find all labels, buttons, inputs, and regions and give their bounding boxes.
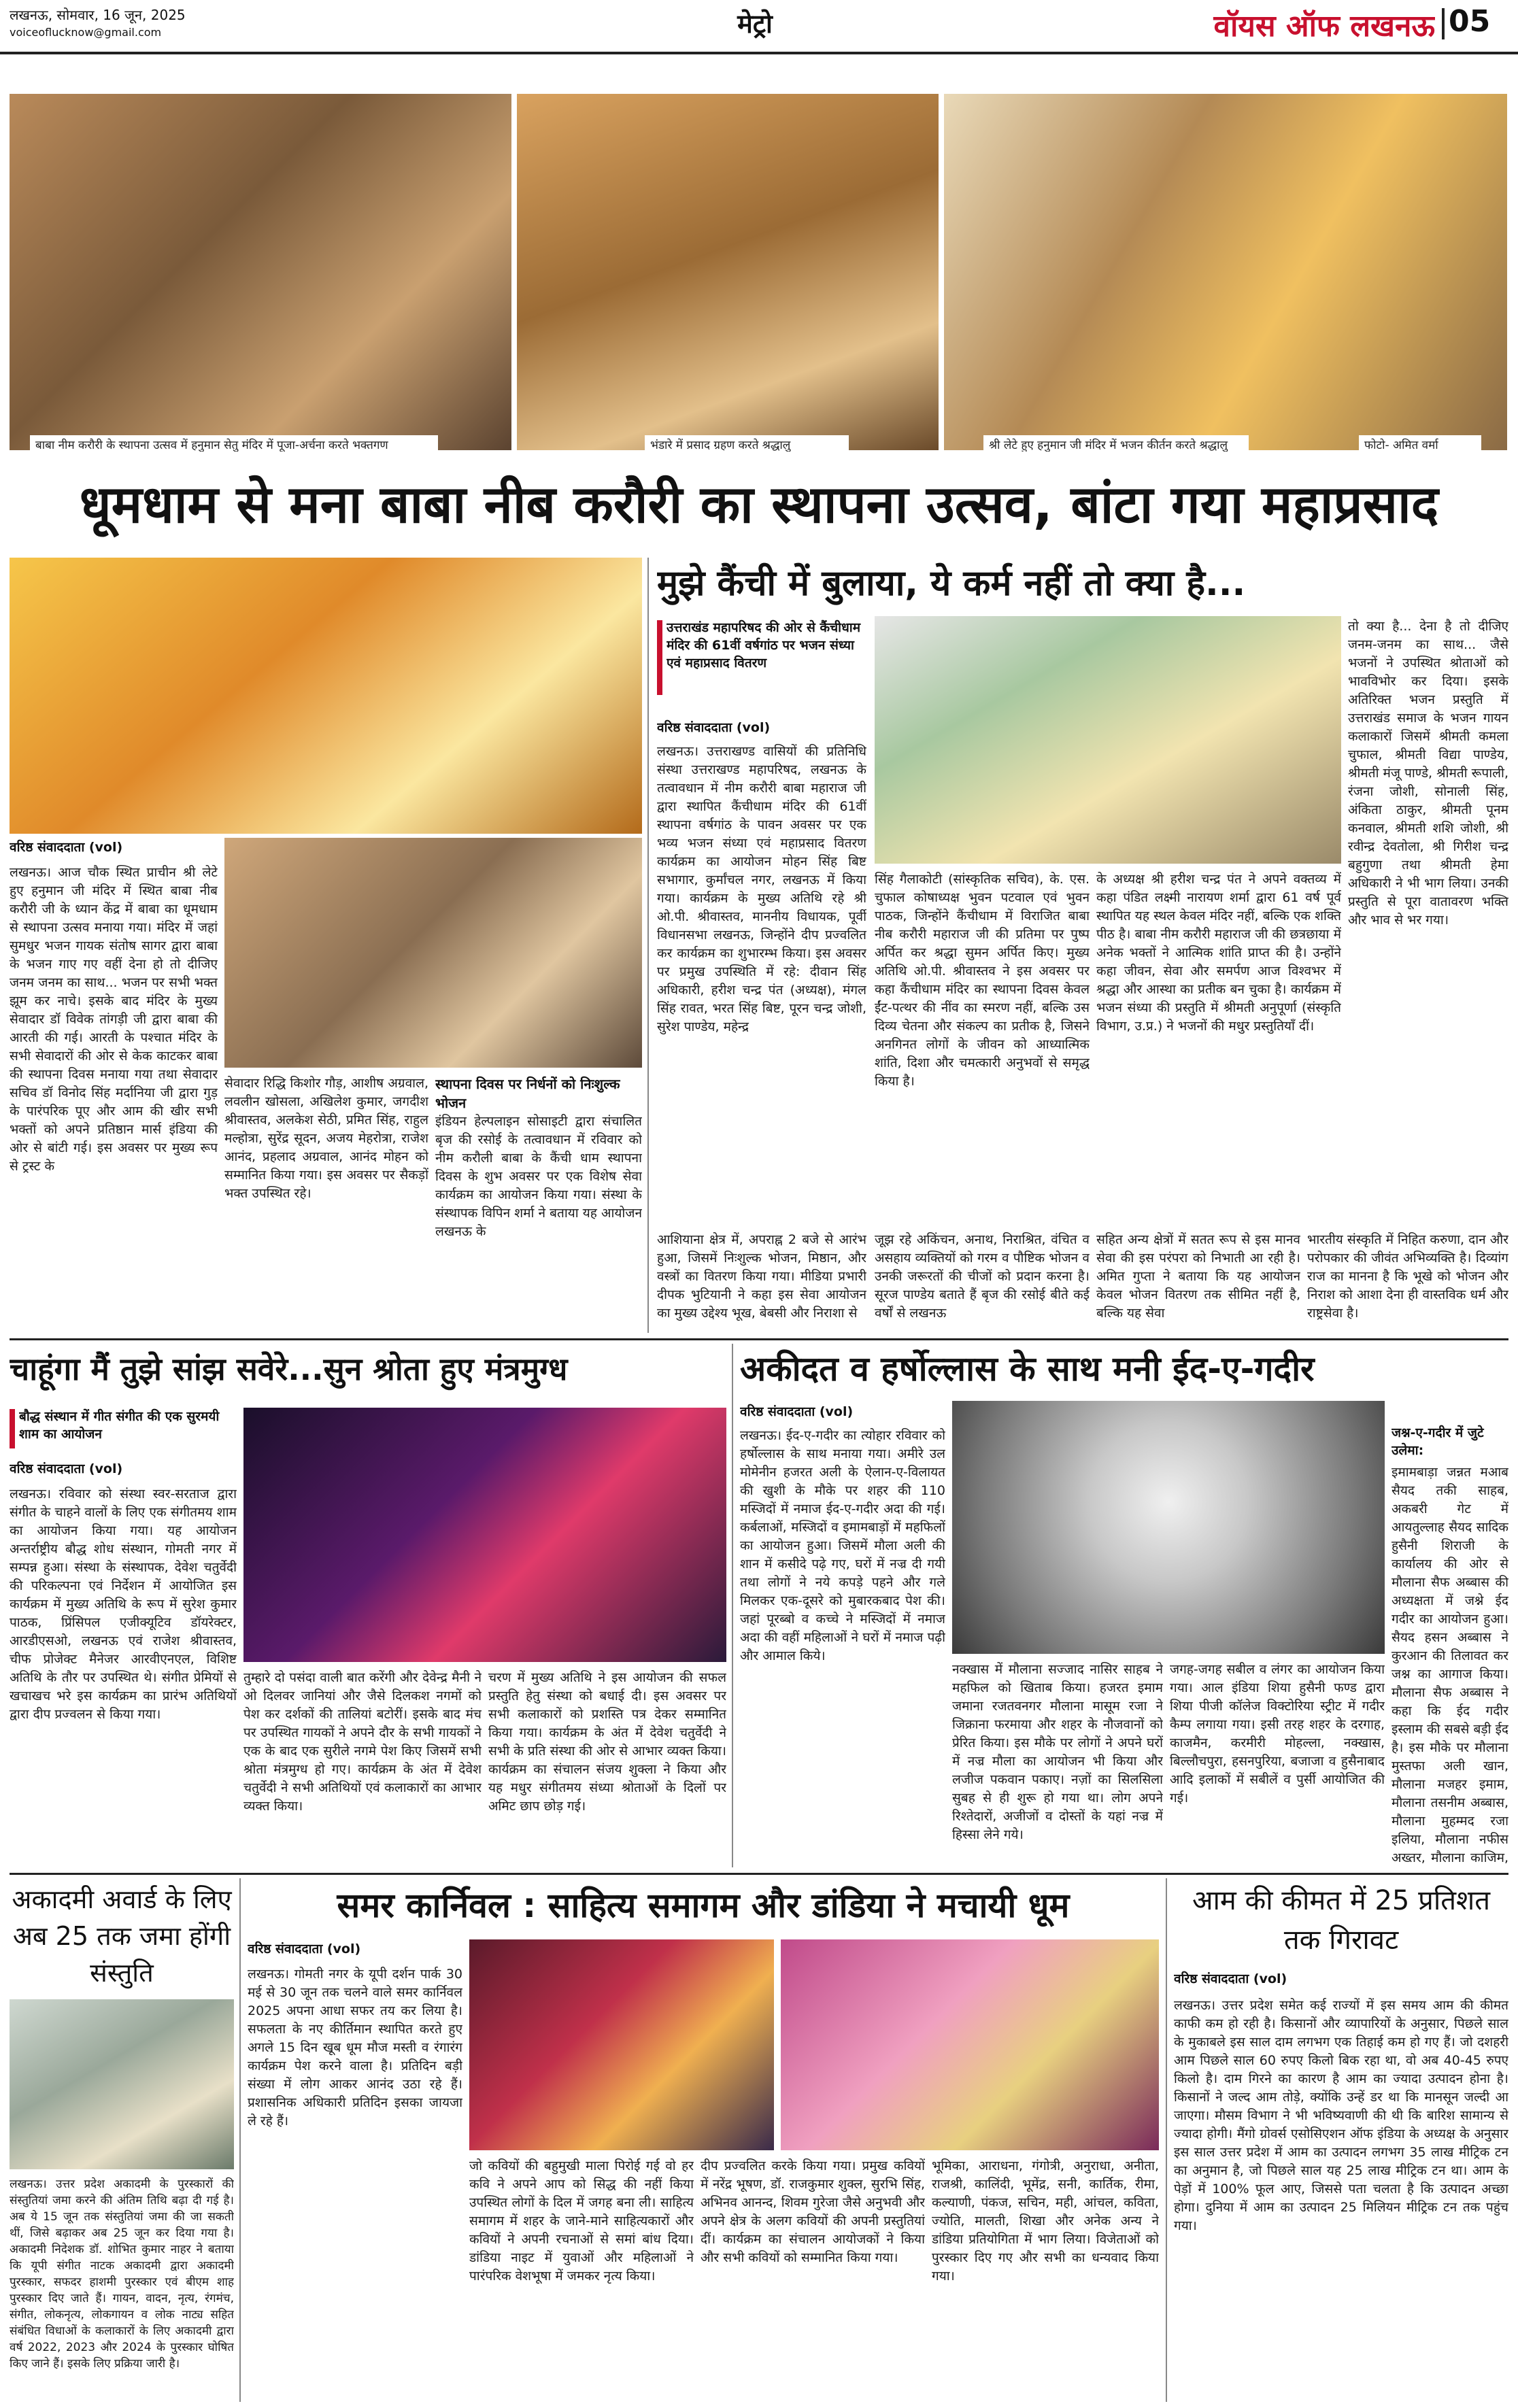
photo-felicitation — [10, 558, 642, 834]
photo-prasad — [517, 94, 939, 450]
second-col-3: के अध्यक्ष श्री हरीश चन्द्र पंत ने अपने वक्तव्य में कहा पंडित लक्ष्मी नारायण शर्मा द्वारा 61 वर्ष पूर्व स्थापित यह स्थल केवल मंदिर नहीं, बल्कि एक शक्ति पीठ है। बाबा नीम करौरी महाराज जी की छत्रछाया में अनेक भक्तों ने आत्मिक शांति प्राप्त की है। उन्होंने कहा जीवन, सेवा और समर्पण आज विश्वभर में श्रद्धा और आस्था का प्रतीक बन चुका है। कार्यक्रम में भजन संध्या की प्रस्तुति में श्रीमती अनुपूर्णा (संस्कृति विभाग, उ.प्र.) ने भजनों की मधुर प्रस्तुतियाँ दीं। — [1096, 872, 1341, 1034]
column-separator-3 — [239, 1878, 241, 2402]
photo-stage-singers — [243, 1408, 726, 1662]
photo-bhajan-kirtan — [944, 94, 1507, 450]
music-col-2: तुम्हारे दो पसंदा वाली बात करेंगी और देवेन्द्र मैनी ने ओ दिलवर जानियां और जैसे दिलकश नगमों को पेश कर दर्शकों की तालियां बटोरीं। इसके बाद मंच पर उपस्थित गायकों ने अपने दौर के सभी गायकों ने एक के बाद एक सुरीले नगमे पेश किए जिसमें सभी श्रोता मंत्रमुग्ध हो गए। कार्यक्रम के अंत में देवेश चतुर्वेदी ने सभी अतिथियों एवं कलाकारों का आभार व्यक्त किया। — [243, 1670, 482, 1814]
eid-subhead: जश्न-ए-गदीर में जुटे उलेमा: — [1392, 1425, 1484, 1458]
eid-headline: अकीदत व हर्षोल्लास के साथ मनी ईद-ए-गदीर — [740, 1349, 1315, 1389]
photo-dandiya — [781, 1939, 1159, 2150]
lead-bottom-1: आशियाना क्षेत्र में, अपराह्न 2 बजे से आरंभ हुआ, जिसमें निःशुल्क भोजन, मिष्ठान, और वस्त्रों का वितरण किया गया। मीडिया प्रभारी दीपक भुटियानी ने कहा इस सेवा आयोजन का मुख्य उद्देश्य भूख, बेबसी और निराशा से — [657, 1232, 866, 1321]
music-col-3: चरण में मुख्य अतिथि ने इस आयोजन की सफल प्रस्तुति हेतु संस्था को बधाई दी। इस अवसर पर सभी कलाकारों को प्रशस्ति पत्र देकर सम्मानित किया गया। कार्यक्रम के अंत में देवेश चतुर्वेदी ने सभी के प्रति संस्था की ओर से आभार व्यक्त किया। कार्यक्रम का संचालन संजय शुक्ला ने किया और यह मधुर संगीतमय संध्या श्रोताओं के दिलों पर अमिट छाप छोड़ गई। — [488, 1670, 726, 1814]
music-kicker-marker — [10, 1409, 15, 1448]
photo-temple-puja — [10, 94, 511, 450]
second-col-1: लखनऊ। उत्तराखण्ड वासियों की प्रतिनिधि संस्था उत्तराखण्ड महापरिषद, लखनऊ के तत्वावधान में नीम करौरी बाबा महाराज जी द्वारा स्थापित कैंचीधाम मंदिर की 61वीं स्थापना वर्षगांठ के पावन अवसर पर एक भव्य भजन संध्या एवं महाप्रसाद वितरण कार्यक्रम का आयोजन मोहन सिंह बिष्ट सभागार, कुर्मांचल नगर, लखनऊ में किया गया। कार्यक्रम के मुख्य अतिथि रहे श्री ओ.पी. श्रीवास्तव, माननीय विधायक, पूर्वी विधानसभा लखनऊ, जिन्होंने दीप प्रज्वलित कर कार्यक्रम का शुभारम्भ किया। इस अवसर पर प्रमुख उपस्थिति में रहे: दीवान सिंह अधिकारी, हरीश चन्द्र पंत (अध्यक्ष), मंगल सिंह रावत, भरत सिंह बिष्ट, पूरन चन्द्र जोशी, सुरेश पाण्डेय, महेन्द्र — [657, 744, 866, 1034]
mango-col-1: लखनऊ। उत्तर प्रदेश समेत कई राज्यों में इस समय आम की कीमत काफी कम हो रही है। किसानों और व्यापारियों के अनुसार, पिछले साल के मुकाबले इस साल दाम लगभग एक तिहाई कम हो गए हैं। जो दशहरी आम पिछले साल 60 रुपए किलो बिक रहा था, वो अब 40-45 रुपए किलो है। दाम गिरने का कारण है आम का ज्यादा उत्पादन होना है। किसानों ने जल्द आम तोड़े, क्योंकि उन्हें डर था कि मानसून जल्दी आ जाएगा। मौसम विभाग ने भी भविष्यवाणी की थी कि बारिश सामान्य से ज्यादा होगी। मैंगो ग्रोवर्स एसोसिएशन ऑफ इंडिया के अध्यक्ष के अनुसार इस साल उत्तर प्रदेश में आम का उत्पादन लगभग 35 लाख मीट्रिक टन का अनुमान है, जो पिछले साल यह 25 लाख मीट्रिक टन था। आम के पेड़ों में 100% फूल आए, जिससे पता चलता है कि उत्पादन अच्छा होगा। दुनिया में आम का उत्पादन 25 मिलियन मीट्रिक टन तक पहुंच गया। — [1174, 1998, 1508, 2233]
lead-col-1: लखनऊ। आज चौक स्थित प्राचीन श्री लेटे हुए हनुमान जी मंदिर में स्थित बाबा नीब करौरी जी के ध्यान केंद्र में बाबा का धूमधाम से स्थापना उत्सव मनाया गया। मंदिर में जहां सुमधुर भजन गायक संतोष सागर द्वारा बाबा के भजन गाए गए वहीं देना हो तो दीजिए जनम जनम का साथ... भजन पर सभी भक्त झूम कर नाचे। इसके बाद मंदिर के मुख्य सेवादार डॉ विवेक तांगड़ी जी द्वारा बाबा की आरती की गई। आरती के पश्चात मंदिर के सभी सेवादारों की ओर से केक काटकर बाबा की स्थापना दिवस मनाया गया तथा सेवादार सचिव डॉ विनोद सिंह मर्दानिया जी द्वारा गुड़ के पारंपरिक पूए और आम की खीर सभी भक्तों को अपने प्रतिष्ठान मार्स इंडिया की ओर से बांटी गई। इस अवसर पर मुख्य रूप से ट्रस्ट के — [10, 865, 218, 1174]
photo-caption-2: भंडारे में प्रसाद ग्रहण करते श्रद्धालु — [645, 435, 849, 452]
music-headline: चाहूंगा मैं तुझे सांझ सवेरे...सुन श्रोता हुए मंत्रमुग्ध — [10, 1351, 568, 1387]
second-kicker: उत्तराखंड महापरिषद की ओर से कैंचीधाम मंदिर की 61वीं वर्षगांठ पर भजन संध्या एवं महाप्रसाद वितरण — [667, 620, 861, 671]
eid-col-3: जगह-जगह सबील व लंगर का आयोजन किया गया। आल इंडिया शिया हुसैनी फण्ड द्वारा शिया पीजी कॉलेज विक्टोरिया स्ट्रीट में गदीर कैम्प लगाया गया। इसी तरह शहर के दरगाह, काजमैन, करमीरी मोहल्ला, नक्खास, बिल्लौचपुरा, हसनपुरिया, बजाजा व हुसैनाबाद आदि इलाकों में सबीलें व पुर्सी आयोजित की गई। — [1170, 1662, 1385, 1805]
carnival-col-3: दीप प्रज्वलित करके किया गया। प्रमुख कवियों में नरेंद्र भूषण, डॉ. राजकुमार शुक्ल, सुरभि सिंह, अभिनव आनन्द, शिवम गुरेजा जैसे अनुभवी और अपने क्षेत्र के अलग कवियों की अपनी प्रस्तुतियां दीं। कार्यक्रम का संचालन आयोजकों ने किया और सभी कवियों को सम्मानित किया गया। — [701, 2158, 925, 2265]
mango-byline: वरिष्ठ संवाददाता (vol) — [1174, 1971, 1287, 1986]
photo-carnival-award — [469, 1939, 774, 2150]
photo-credit: फोटो- अमित वर्मा — [1359, 435, 1481, 452]
column-separator — [647, 558, 649, 1333]
section-rule-1 — [10, 1338, 1508, 1340]
masthead — [0, 0, 1518, 54]
lead-col-3: इंडियन हेल्पलाइन सोसाइटी द्वारा संचालित बृज की रसोई के तत्वावधान में रविवार को नीम करौली बाबा के कैंची धाम स्थापना दिवस के शुभ अवसर पर एक विशेष सेवा कार्यक्रम का आयोजन किया गया। संस्था के संस्थापक विपिन शर्मा ने बताया यह आयोजन लखनऊ के — [435, 1114, 642, 1239]
music-col-1: लखनऊ। रविवार को संस्था स्वर-सरताज द्वारा संगीत के चाहने वालों के लिए एक संगीतमय शाम का आयोजन किया गया। यह आयोजन अन्तर्राष्ट्रीय बौद्ध शोध संस्थान, गोमती नगर में सम्पन्न हुआ। संस्था के संस्थापक, देवेश चतुर्वेदी की परिकल्पना एवं निर्देशन में आयोजित इस कार्यक्रम में मुख्य अतिथि के रूप में सुरेश कुमार पाठक, प्रिंसिपल एजीक्यूटिव डॉयरेक्टर, आरडीएसओ, लखनऊ एवं राजेश श्रीवास्तव, चीफ प्रोजेक्ट मैनेजर आरवीएनएल, विशिष्ट अतिथि के तौर पर उपस्थित थे। संगीत प्रेमियों से खचाखच भरे इस कार्यक्रम का प्रारंभ अतिथियों द्वारा दीप प्रज्वलन से किया गया। — [10, 1487, 237, 1722]
photo-bhajan-sandhya — [875, 616, 1341, 864]
column-separator-4 — [1166, 1878, 1167, 2402]
date-line: लखनऊ, सोमवार, 16 जून, 2025 — [10, 7, 186, 23]
second-col-4: तो क्या है... देना है तो दीजिए जनम-जनम का साथ... जैसे भजनों ने उपस्थित श्रोताओं को भावविभोर कर दिया। इसके अतिरिक्त भजन प्रस्तुति में उत्तराखंड समाज के भजन गायन कलाकारों जिसमें श्रीमती कमला चुफाल, श्रीमती विद्या पाण्डेय, श्रीमती मंजू पाण्डे, श्रीमती रूपाली, रंजना जोशी, सोनाली सिंह, अंकिता ठाकुर, श्रीमती पूनम कनवाल, श्रीमती शशि जोशी, श्री रवीन्द्र देवतोला, श्री गिरीश चन्द्र बहुगुणा तथा श्रीमती हेमा अधिकारी ने भी भाग लिया। उनकी प्रस्तुति से पूरा वातावरण भक्ति और भाव से भर गया। — [1348, 619, 1508, 928]
music-byline: वरिष्ठ संवाददाता (vol) — [10, 1461, 123, 1476]
paper-name: वॉयस ऑफ लखनऊ — [1213, 9, 1435, 42]
photo-caption-1: बाबा नीम करौरी के स्थापना उत्सव में हनुमान सेतु मंदिर में पूजा-अर्चना करते भक्तगण — [30, 435, 438, 452]
carnival-col-1: लखनऊ। गोमती नगर के यूपी दर्शन पार्क 30 मई से 30 जून तक चलने वाले समर कार्निवल 2025 अपना आधा सफर तय कर लिया है। सफलता के नए कीर्तिमान स्थापित करते हुए अगले 15 दिन खूब धूम मौज मस्ती व रंगारंग कार्यक्रम पेश करने वाला है। प्रतिदिन बड़ी संख्या में लोग आकर आनंद उठा रहे हैं। प्रशासनिक अधिकारी प्रतिदिन इसका जायजा ले रहे हैं। — [248, 1967, 462, 2129]
carnival-headline: समर कार्निवल : साहित्य समागम और डांडिया ने मचायी धूम — [337, 1886, 1070, 1925]
kicker-marker — [657, 620, 662, 695]
masthead-divider — [1442, 8, 1445, 39]
lead-subhead: स्थापना दिवस पर निर्धनों को निःशुल्क भोजन — [435, 1076, 620, 1111]
lead-bottom-2: जूझ रहे अकिंचन, अनाथ, निराश्रित, वंचित व असहाय व्यक्तियों को गरम व पौष्टिक भोजन व उनकी जरूरतों की चीजों को प्रदान करना है। सूरज पाण्डेय बताते हैं बृज की रसोई बीते कई वर्षों से लखनऊ — [875, 1232, 1090, 1321]
akademi-headline: अकादमी अवार्ड के लिए अब 25 तक जमा होंगी संस्तुति — [12, 1884, 232, 1988]
second-byline: वरिष्ठ संवाददाता (vol) — [657, 720, 771, 735]
column-separator-2 — [732, 1344, 733, 1867]
masthead-rule — [0, 52, 1518, 54]
eid-col-1: लखनऊ। ईद-ए-गदीर का त्योहार रविवार को हर्षोल्लास के साथ मनाया गया। अमीरे उल मोमेनीन हजरत अली के ऐलान-ए-विलायत की खुशी के मौके पर शहर की 110 मस्जिदों में नमाज ईद-ए-गदीर अदा की गई। कर्बलाओं, मस्जिदों व इमामबाड़ों में महफिलों का आयोजन हुआ। जिसमें मौला अली की शान में कसीदे पढ़े गए, घरों में नज्र दी गयी तथा लोगों ने नये कपड़े पहने और गले मिलकर एक-दूसरे को मुबारकबाद पेश की। जहां पूरब्बो व कच्चे ने मस्जिदों में नमाज अदा की वहीं महिलाओं ने घरों में नमाज पढ़ी और आमाल किये। — [740, 1428, 945, 1663]
lead-bottom-4: भारतीय संस्कृति में निहित करुणा, दान और परोपकार की जीवंत अभिव्यक्ति है। दिव्यांग राज का मानना है कि भूखे को भोजन और निराश को आशा देना ही वास्तविक धर्म और राष्ट्रसेवा है। — [1307, 1232, 1508, 1321]
page-number: 05 — [1449, 4, 1491, 39]
lead-bottom-3: सहित अन्य क्षेत्रों में सतत रूप से इस मानव सेवा की इस परंपरा को निभाती आ रही है। अमित गुप्ता ने बताया कि यह आयोजन केवल भोजन वितरण तक सीमित नहीं है, बल्कि यह सेवा — [1096, 1232, 1300, 1321]
photo-eid-gathering — [952, 1401, 1385, 1654]
masthead-email: voiceoflucknow@gmail.com — [10, 26, 162, 39]
carnival-col-2: जो कवियों की बहुमुखी माला पिरोई गई वो हर कवि ने अपने आप को सिद्ध की नहीं किया उपस्थित लोगों के दिल में जगह बना ली। साहित्य समागम में शहर के जाने-माने साहित्यकारों और कवियों ने अपनी रचनाओं से समां बांध दिया। डांडिया नाइट में युवाओं और महिलाओं ने पारंपरिक वेशभूषा में जमकर नृत्य किया। — [469, 2158, 694, 2284]
eid-byline: वरिष्ठ संवाददाता (vol) — [740, 1404, 854, 1419]
second-col-2: सिंह गैलाकोटी (सांस्कृतिक सचिव), के. एस. चुफाल कोषाध्यक्ष भुवन पटवाल एवं भुवन पाठक, जिन्होंने कैंचीधाम में विराजित बाबा नीब करौरी महाराज जी की प्रतिमा पर पुष्प अर्पित कर श्रद्धा सुमन अर्पित किए। मुख्य अतिथि ओ.पी. श्रीवास्तव ने इस अवसर पर कहा कैंचीधाम मंदिर का स्थापना दिवस केवल ईंट-पत्थर की नींव का स्मरण नहीं, बल्कि उस दिव्य चेतना और संकल्प का प्रतीक है, जिसने अनगिनत लोगों के जीवन को आध्यात्मिक शांति, दिशा और चमत्कारी अनुभवों से समृद्ध किया है। — [875, 872, 1090, 1089]
second-headline: मुझे कैंची में बुलाया, ये कर्म नहीं तो क्या है... — [657, 563, 1246, 604]
music-kicker: बौद्ध संस्थान में गीत संगीत की एक सुरमयी शाम का आयोजन — [19, 1409, 220, 1442]
section-label: मेट्रो — [737, 9, 773, 39]
lead-col-2: सेवादार रिद्धि किशोर गौड़, आशीष अग्रवाल, लवलीन खोसला, अखिलेश कुमार, जगदीश श्रीवास्तव, अलकेश सेठी, प्रमित सिंह, राहुल मल्होत्रा, सुरेंद्र सूदन, अजय मेहरोत्रा, राजेश आनंद, प्रहलाद अग्रवाल, आनंद मोहन को सम्मानित किया गया। इस अवसर पर सैकड़ों भक्त उपस्थित रहे। — [224, 1076, 428, 1201]
photo-group-frames — [224, 838, 642, 1068]
carnival-col-4: भूमिका, आराधना, गंगोत्री, अनुराधा, अनीता, राजश्री, कालिंदी, भूमेंद्र, सनी, कार्तिक, रीमा, कल्याणी, पंकज, सचिन, मही, आंचल, कविता, ज्योति, मालती, शिखा और अनेक अन्य ने डांडिया प्रतियोगिता में भाग लिया। विजेताओं को पुरस्कार दिए गए और सभी का धन्यवाद किया गया। — [932, 2158, 1159, 2284]
section-rule-2 — [10, 1873, 1508, 1875]
lead-headline: धूमधाम से मना बाबा नीब करौरी का स्थापना उत्सव, बांटा गया महाप्रसाद — [79, 474, 1439, 535]
photo-akademi-building — [10, 1999, 234, 2169]
akademi-col-1: लखनऊ। उत्तर प्रदेश अकादमी के पुरस्कारों की संस्तुतियां जमा करने की अंतिम तिथि बढ़ा दी गई है। अब ये 15 जून तक संस्तुतियां जमा की जा सकती थीं, जिसे बढ़ाकर अब 25 जून कर दिया गया है। अकादमी निदेशक डॉ. शोभित कुमार नाहर ने बताया कि यूपी संगीत नाटक अकादमी द्वारा अकादमी पुरस्कार, सफदर हाशमी पुरस्कार एवं बीएम शाह पुरस्कार दिए जाते हैं। गायन, वादन, नृत्य, रंगमंच, संगीत, लोकनृत्य, लोकगायन व लोक नाट्य सहित संबंधित विधाओं के कलाकारों के लिए अकादमी द्वारा वर्ष 2022, 2023 और 2024 के पुरस्कार घोषित किए जाने हैं। इसके लिए प्रक्रिया जारी है। — [10, 2177, 234, 2371]
mango-headline: आम की कीमत में 25 प्रतिशत तक गिरावट — [1192, 1885, 1490, 1956]
eid-col-2: नक्खास में मौलाना सज्जाद नासिर साहब ने महफिल को खिताब किया। हजरत इमाम जमाना रजतवनगर मौलाना मासूम रजा ने जिक्राना फरमाया और शहर के नौजवानों को प्रेरित किया। इस मौके पर लोगों ने अपने घरों में नज्र मौला का आयोजन भी किया और लजीज पकवान पकाए। नज़ों का सिलसिला सुबह से ही शुरू हो गया था। लोग अपने रिश्तेदारों, अजीजों व दोस्तों के यहां नज्र में हिस्सा लेने गये। — [952, 1662, 1163, 1842]
lead-byline: वरिष्ठ संवाददाता (vol) — [10, 840, 123, 855]
eid-col-4: इमामबाड़ा जन्नत मआब सैयद तकी साहब, अकबरी गेट में आयतुल्लाह सैयद सादिक हुसैनी शिराजी के कार्यालय की ओर से मौलाना सैफ अब्बास की अध्यक्षता में जश्ने ईद गदीर का आयोजन हुआ। सैयद हसन अब्बास ने कुरआन की तिलावत कर जश्न का आगाज किया। मौलाना सैफ अब्बास ने कहा कि ईद गदीर इस्लाम की सबसे बड़ी ईद है। इस मौके पर मौलाना मुस्तफा अली खान, मौलाना मजहर इमाम, मौलाना तसनीम अब्बास, मौलाना मुहम्मद रजा इलिया, मौलाना नफीस अख्तर, मौलाना काजिम, — [1392, 1465, 1508, 1865]
carnival-byline: वरिष्ठ संवाददाता (vol) — [248, 1941, 361, 1956]
photo-caption-3: श्री लेटे हुए हनुमान जी मंदिर में भजन कीर्तन करते श्रद्धालु — [983, 435, 1249, 452]
